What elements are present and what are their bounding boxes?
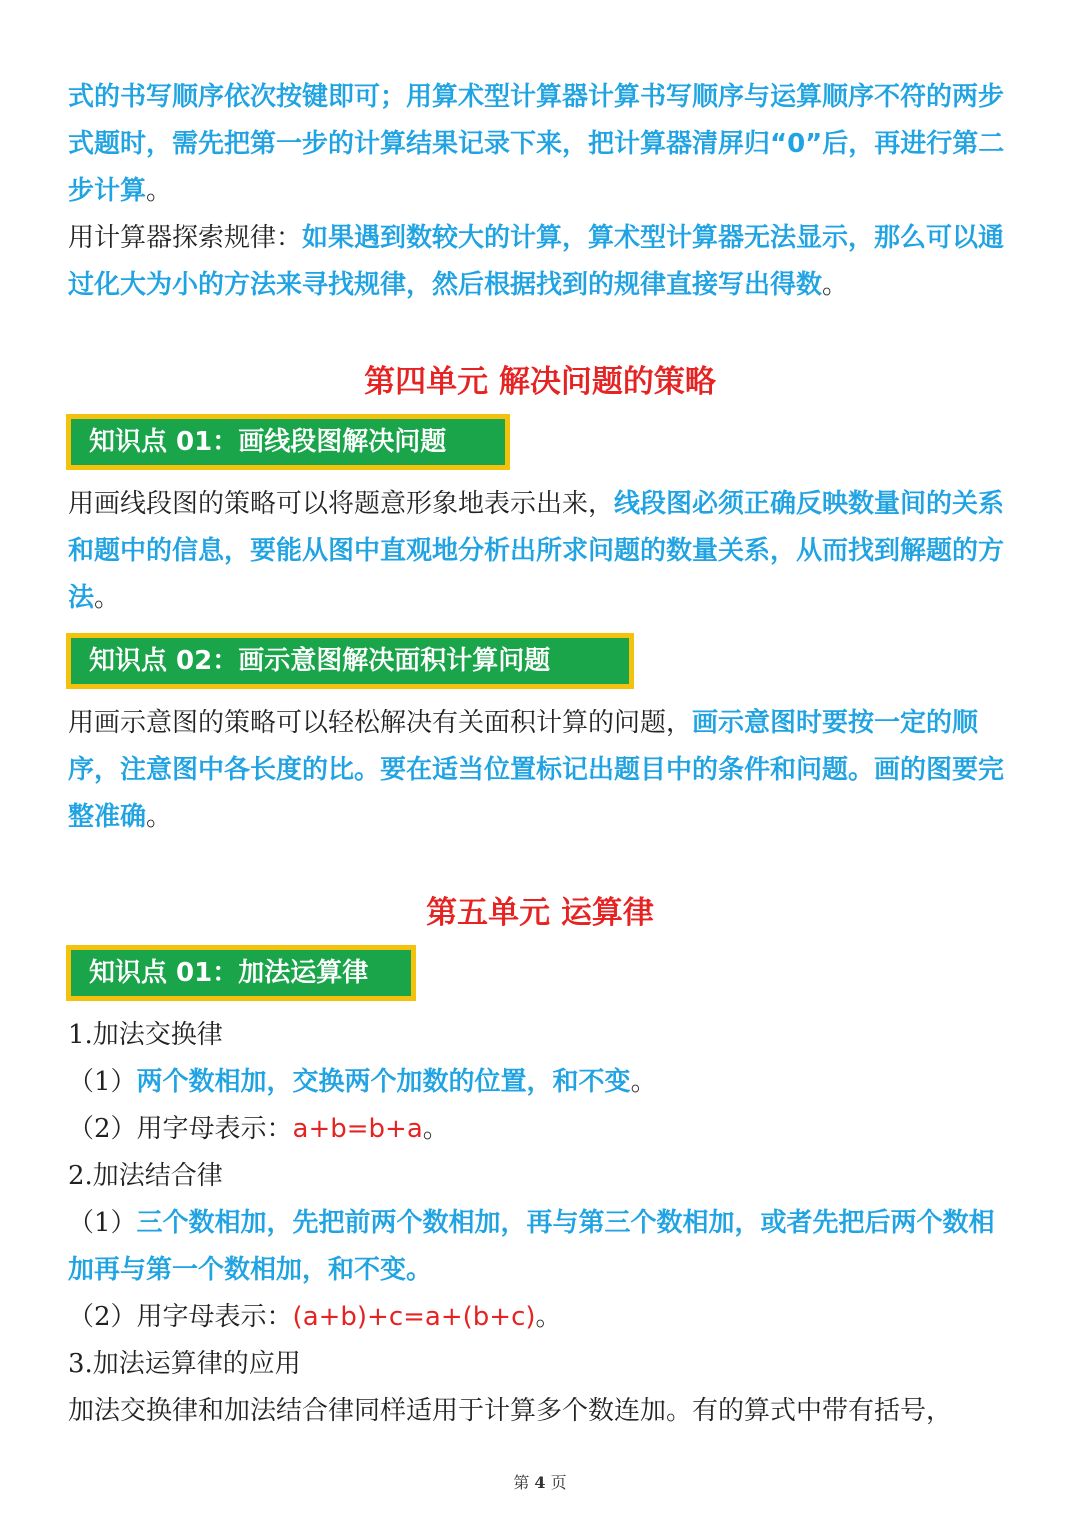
law2-item2-black-text: （2）用字母表示： bbox=[68, 1302, 293, 1332]
law1-item2-end: 。 bbox=[422, 1114, 449, 1144]
unit4-kp1-end: 。 bbox=[94, 583, 121, 613]
law1-formula: a+b=b+a bbox=[292, 1114, 423, 1144]
law1-item1 bbox=[68, 1059, 1018, 1106]
law1-title: 1.加法交换律 bbox=[68, 1020, 223, 1050]
law1-item1-end: 。 bbox=[630, 1067, 657, 1097]
law3-text: 加法交换律和加法结合律同样适用于计算多个数连加。有的算式中带有括号， bbox=[68, 1396, 953, 1426]
page-number: 4 bbox=[534, 1473, 546, 1492]
law2-formula: (a+b)+c=a+(b+c) bbox=[292, 1302, 536, 1332]
law1-item1-num: （1） bbox=[68, 1067, 137, 1097]
intro-p2-end: 。 bbox=[822, 270, 849, 300]
intro-p2-black-text: 用计算器探索规律： bbox=[68, 223, 303, 253]
unit4-kp2-black-text: 用画示意图的策略可以轻松解决有关面积计算的问题， bbox=[68, 708, 693, 738]
law2-item1-blue-text: 三个数相加，先把前两个数相加，再与第三个数相加，或者先把后两个数相加再与第一个数相加，和不变。 bbox=[68, 1208, 995, 1285]
unit4-kp1-paragraph bbox=[68, 481, 1018, 622]
law2-item1 bbox=[68, 1200, 1018, 1294]
law1-item2-black-text: （2）用字母表示： bbox=[68, 1114, 293, 1144]
law2-item2 bbox=[68, 1294, 1018, 1341]
unit4-kp1-label: 知识点 01：画线段图解决问题 bbox=[66, 414, 510, 470]
footer-prefix: 第 bbox=[513, 1473, 530, 1492]
footer-suffix: 页 bbox=[550, 1473, 567, 1492]
law2-item2-end: 。 bbox=[535, 1302, 562, 1332]
intro-p1-end: 。 bbox=[146, 176, 173, 206]
unit4-kp2-label: 知识点 02：画示意图解决面积计算问题 bbox=[66, 633, 634, 689]
unit4-kp2-paragraph bbox=[68, 700, 1018, 841]
unit4-kp1-blue-text: 线段图必须正确反映数量间的关系和题中的信息，要能从图中直观地分析出所求问题的数量关系，从而找到解题的方法 bbox=[68, 489, 1005, 613]
page-footer bbox=[0, 1470, 1080, 1493]
intro-paragraph-2 bbox=[68, 215, 1018, 309]
unit4-kp2-end: 。 bbox=[146, 802, 173, 832]
law3-title: 3.加法运算律的应用 bbox=[68, 1349, 301, 1379]
intro-p1-blue-text: 式的书写顺序依次按键即可；用算术型计算器计算书写顺序与运算顺序不符的两步式题时，需先把第一步的计算结果记录下来，把计算器清屏归“0”后，再进行第二步计算 bbox=[68, 82, 1005, 206]
law2-title: 2.加法结合律 bbox=[68, 1161, 223, 1191]
unit5-kp1-label: 知识点 01：加法运算律 bbox=[66, 945, 416, 1001]
unit4-kp2-blue-text: 画示意图时要按一定的顺序，注意图中各长度的比。要在适当位置标记出题目中的条件和问题。画的图要完整准确 bbox=[68, 708, 1005, 832]
intro-paragraph-1 bbox=[68, 74, 1018, 215]
unit4-kp1-black-text: 用画线段图的策略可以将题意形象地表示出来， bbox=[68, 489, 615, 519]
intro-p2-blue-text: 如果遇到数较大的计算，算术型计算器无法显示，那么可以通过化大为小的方法来寻找规律，然后根据找到的规律直接写出得数 bbox=[68, 223, 1005, 300]
law2-item1-num: （1） bbox=[68, 1208, 137, 1238]
law1-item1-blue-text: 两个数相加，交换两个加数的位置，和不变 bbox=[136, 1067, 631, 1097]
unit5-title: 第五单元 运算律 bbox=[426, 895, 654, 931]
law1-item2 bbox=[68, 1106, 1018, 1153]
unit4-title: 第四单元 解决问题的策略 bbox=[364, 364, 716, 400]
